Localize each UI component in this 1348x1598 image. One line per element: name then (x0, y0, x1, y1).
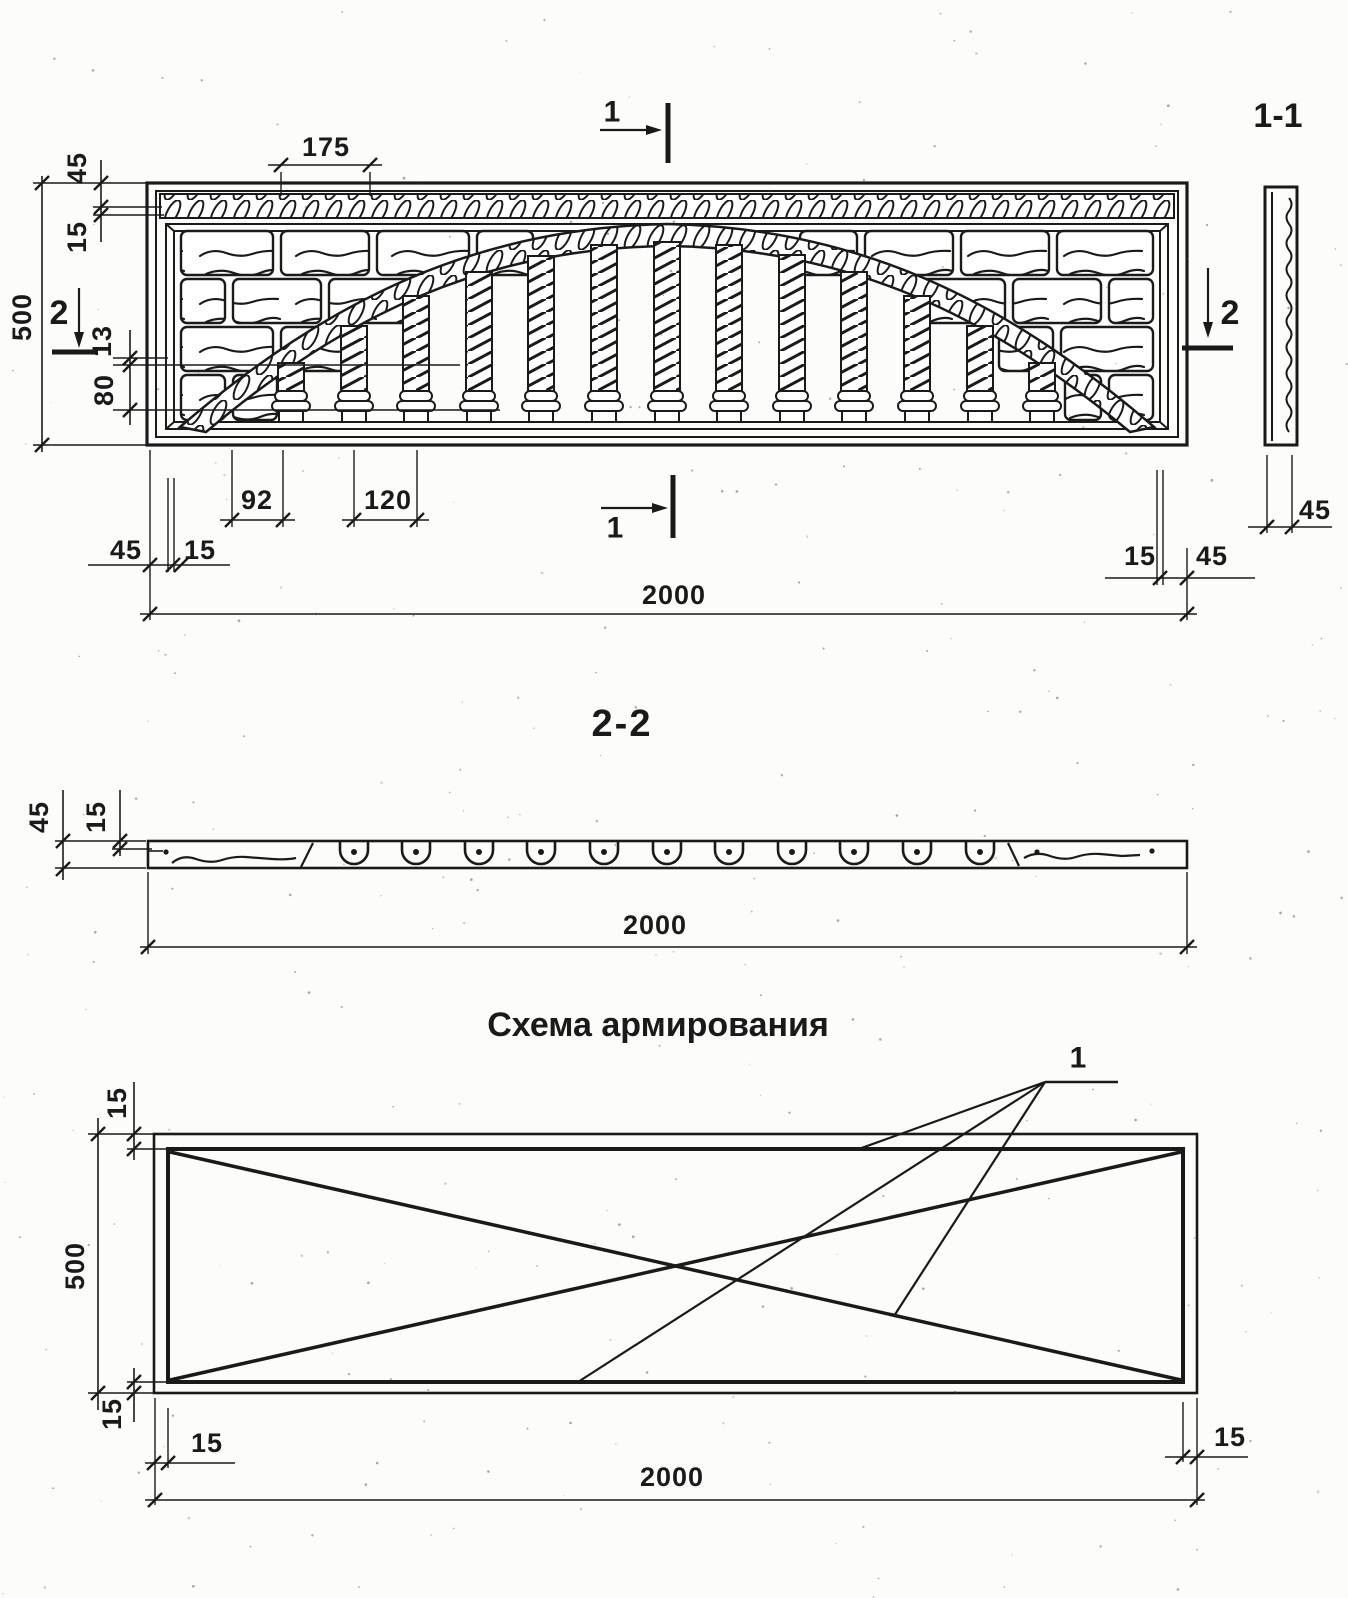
dim-45-section22: 45 (24, 800, 54, 834)
section-1-1-profile (1287, 198, 1292, 432)
section-1-1-view (1265, 187, 1297, 445)
dim-500-scheme: 500 (60, 1241, 90, 1291)
leader-line-3 (894, 1082, 1045, 1316)
section-2-2-title: 2-2 (591, 703, 653, 745)
dim-15-scheme-left: 15 (190, 1428, 224, 1458)
leader-line-2 (578, 1082, 1045, 1382)
top-rope-band (160, 194, 1174, 218)
dim-15-bottom-left: 15 (183, 535, 217, 565)
dim-15-top-left: 15 (62, 220, 92, 254)
dim-92: 92 (240, 485, 274, 515)
section-2-2-details (148, 842, 1155, 867)
dim-2000-scheme: 2000 (639, 1462, 705, 1492)
section-marker-1-bottom: 1 (606, 511, 624, 545)
section-1-1-body (1265, 187, 1297, 445)
section-marker-1-top: 1 (603, 95, 621, 129)
dim-45-top-left: 45 (62, 151, 92, 185)
dim-13: 13 (87, 324, 117, 358)
reinforcement-view (154, 1082, 1197, 1393)
dim-15-scheme-top: 15 (102, 1086, 132, 1120)
dim-15-scheme-bottom: 15 (97, 1397, 127, 1431)
section-marker-2-right: 2 (1220, 294, 1240, 332)
section-1-1-title: 1-1 (1253, 97, 1303, 135)
panel-outline (154, 1134, 1197, 1393)
dim-15-scheme-right: 15 (1213, 1422, 1247, 1452)
dim-2000-elevation: 2000 (641, 580, 707, 610)
dim-80: 80 (89, 373, 119, 407)
elevation-view (147, 183, 1187, 445)
section-marker-2-left: 2 (49, 294, 69, 332)
section-2-2-view (148, 841, 1187, 868)
dim-45-bottom-right: 45 (1195, 541, 1229, 571)
dim-175: 175 (301, 132, 351, 162)
leader-line-1 (856, 1082, 1045, 1150)
rebar-mark-1: 1 (1069, 1041, 1087, 1075)
dim-45-section11: 45 (1298, 495, 1332, 525)
dim-500-left: 500 (7, 292, 37, 342)
rebar-leader (578, 1082, 1118, 1382)
dim-120: 120 (363, 485, 413, 515)
reinforcement-title: Схема армирования (487, 1006, 829, 1044)
dim-15-bottom-right: 15 (1123, 541, 1157, 571)
dim-15-section22: 15 (81, 800, 111, 834)
dim-2000-section22: 2000 (622, 910, 688, 940)
dim-45-bottom-left: 45 (109, 535, 143, 565)
